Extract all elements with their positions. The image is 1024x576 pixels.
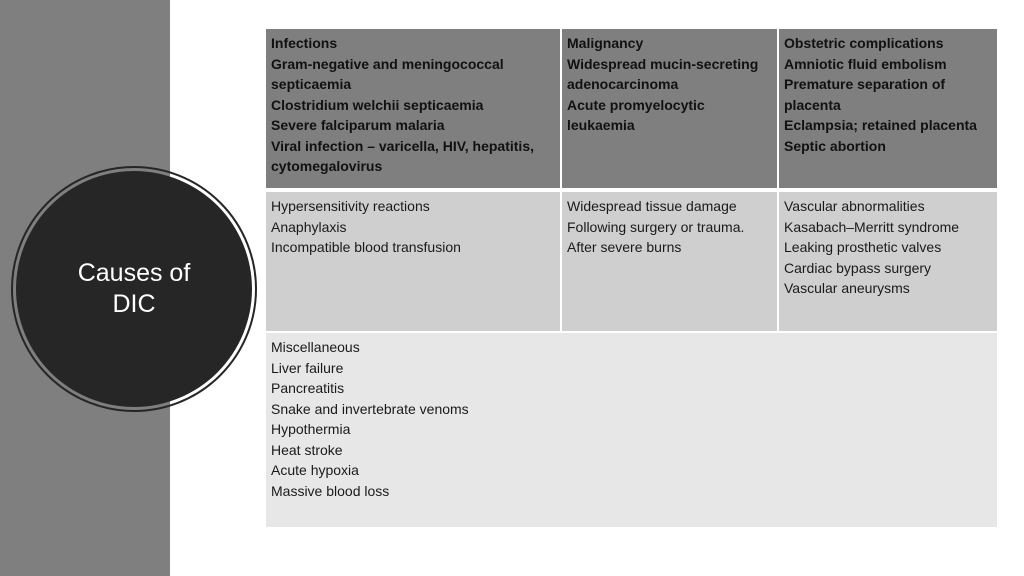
cell-line: Kasabach–Merritt syndrome <box>784 218 960 235</box>
cell-infections <box>266 29 561 190</box>
cell-line: After severe burns <box>567 239 682 255</box>
cell-line: Anaphylaxis <box>271 218 347 235</box>
cell-line: Malignancy <box>567 35 644 51</box>
slide-title: Causes of DIC <box>77 259 191 318</box>
cell-line: Leaking prosthetic valves <box>784 239 942 255</box>
cell-obstetric-complications <box>778 29 997 190</box>
cell-line: Acute hypoxia <box>271 462 359 478</box>
cell-line: Obstetric complications <box>784 35 944 51</box>
cell-line: Vascular aneurysms <box>784 280 910 296</box>
table-row-1 <box>266 29 997 190</box>
cell-line: Liver failure <box>271 359 344 376</box>
cell-line: Severe falciparum malaria <box>271 117 445 133</box>
cell-malignancy <box>561 29 778 190</box>
cell-vascular-abnormalities <box>778 190 997 332</box>
table-row-3 <box>266 332 997 527</box>
title-circle <box>16 171 252 407</box>
causes-table-wrap <box>266 29 997 543</box>
cell-line: Widespread mucin-secreting adenocarcinoma <box>567 55 759 92</box>
cell-line: Cardiac bypass surgery <box>784 259 932 276</box>
cell-line: Acute promyelocytic leukaemia <box>567 96 705 133</box>
cell-line: Miscellaneous <box>271 339 360 355</box>
cell-line: Infections <box>271 35 338 51</box>
cell-line: Hypothermia <box>271 421 351 437</box>
cell-line: Massive blood loss <box>271 482 390 499</box>
cell-line: Septic abortion <box>784 137 886 154</box>
cell-line: Amniotic fluid embolism <box>784 55 947 72</box>
cell-line: Heat stroke <box>271 441 343 458</box>
causes-table <box>266 29 997 527</box>
cell-line: Following surgery or trauma. <box>567 218 745 235</box>
cell-line: Snake and invertebrate venoms <box>271 400 469 417</box>
cell-line: Gram-negative and meningococcal septicaemia <box>271 55 504 92</box>
cell-line: Incompatible blood transfusion <box>271 239 461 255</box>
cell-line: Hypersensitivity reactions <box>271 198 430 214</box>
cell-miscellaneous <box>266 332 997 527</box>
table-row-2 <box>266 190 997 332</box>
cell-line: Vascular abnormalities <box>784 198 925 214</box>
cell-line: Eclampsia; retained placenta <box>784 117 977 133</box>
cell-line: Clostridium welchii septicaemia <box>271 96 484 113</box>
cell-line: Widespread tissue damage <box>567 198 737 214</box>
cell-line: Viral infection – varicella, HIV, hepatitis, cytomegalovirus <box>271 137 534 174</box>
cell-line: Premature separation of placenta <box>784 76 946 113</box>
cell-hypersensitivity <box>266 190 561 332</box>
cell-line: Pancreatitis <box>271 380 345 396</box>
cell-tissue-damage <box>561 190 778 332</box>
